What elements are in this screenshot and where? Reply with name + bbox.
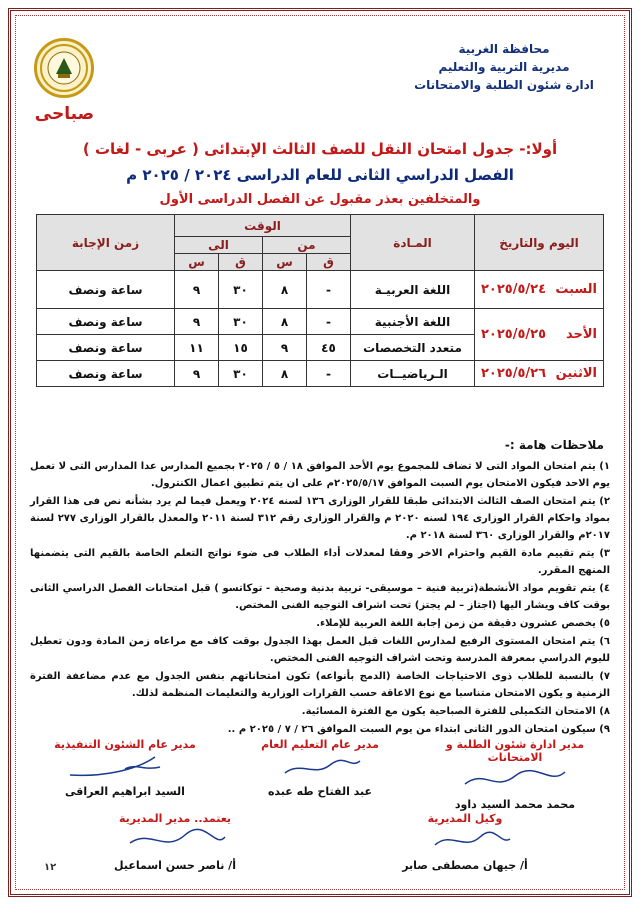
from-hour-cell: ٨ (263, 271, 307, 309)
col-to-hour: س (175, 254, 219, 271)
note-item: ١) يتم امتحان المواد التى لا تضاف للمجموع يوم الأحد الموافق ١٨ / ٥ / ٢٠٢٥ بجميع المدارس عدا المدارس التى لا تعمل يوم الاحد فيكون الامتحان يوم السبت الموافق ٢٠٢٥/٥/١٧م على ان يتم تطبيق اعمال الكنترول. (30, 461, 610, 489)
day-cell: الاثنين (552, 361, 604, 387)
subject-cell: الـرياضيــات (351, 361, 475, 387)
date-cell: ٢٠٢٥/٥/٢٥ (475, 309, 552, 361)
signature-block (370, 812, 560, 872)
from-minute-cell: - (307, 361, 351, 387)
note-item: ٥) يخصص عشرون دقيقة من زمن إجابة اللغة العربية للإملاء. (316, 618, 610, 629)
signature-role: وكيل المديرية (427, 812, 503, 825)
date-cell: ٢٠٢٥/٥/٢٦ (475, 361, 552, 387)
governorate-label: محافظة الغربية (458, 42, 550, 56)
signature-row-bottom (80, 812, 560, 872)
date-cell: ٢٠٢٥/٥/٢٤ (475, 271, 552, 309)
from-minute-cell: - (307, 309, 351, 335)
handwritten-signature (225, 751, 415, 781)
handwritten-signature (80, 825, 270, 855)
schedule-title: أولا:- جدول امتحان النقل للصف الثالث الإبتدائى ( عربى - لغات ) (82, 140, 558, 158)
to-hour-cell: ٩ (175, 361, 219, 387)
note-item: ٣) يتم تقييم مادة القيم واحترام الاخر وفقا لمعدلات أداء الطلاب فى ضوء نواتج التعلم الخاصة بالقيم التى يتضمنها المنهج المقرر. (30, 548, 610, 576)
table-row (37, 361, 604, 387)
handwritten-signature (370, 825, 560, 855)
signature-name: عبد الفتاح طه عبده (267, 785, 373, 798)
col-to-minute: ق (219, 254, 263, 271)
from-hour-cell: ٩ (263, 335, 307, 361)
directorate-label: مديرية التربية والتعليم (438, 60, 570, 74)
handwritten-signature (30, 751, 220, 781)
col-time: الوقت (175, 215, 351, 237)
col-from-hour: س (263, 254, 307, 271)
governorate-logo (34, 38, 94, 98)
notes-list (30, 458, 610, 739)
page-number: ١٢ (44, 862, 57, 873)
col-duration: زمن الإجابة (37, 215, 175, 271)
signature-block (420, 738, 610, 811)
department-label: ادارة شئون الطلبة والامتحانات (414, 78, 594, 92)
duration-cell: ساعة ونصف (37, 335, 175, 361)
note-item: ٢) يتم امتحان الصف الثالث الابتدائى طبقا للقرار الوزارى ١٣٦ لسنه ٢٠٢٤ ويعمل فيما لم يرد بشأنه نص فى هذا القرار بمواد واحكام القرار الوزارى ١٩٤ لسنه ٢٠٢٠ م والقرار الوزارى رقم ٣١٢ لسنة ٢٠١١ والمعدل بالقرار الوزارى ٢٧٧ لسنة ٢٠١٧م والقرار الوزارى ٣٦٠ لسنة ٢٠١٨ م. (30, 496, 611, 541)
signature-block (80, 812, 270, 872)
day-cell: السبت (552, 271, 604, 309)
table-row (37, 271, 604, 309)
day-cell: الأحد (552, 309, 604, 361)
signature-name: أ/ ناصر حسن اسماعيل (114, 859, 236, 872)
from-minute-cell: - (307, 271, 351, 309)
to-hour-cell: ١١ (175, 335, 219, 361)
subject-cell: اللغة الأجنبية (351, 309, 475, 335)
note-item: ٨) الامتحان التكميلى للفترة الصباحية يكون مع الفترة المسائية. (301, 706, 610, 717)
to-minute-cell: ٣٠ (219, 271, 263, 309)
to-minute-cell: ١٥ (219, 335, 263, 361)
col-day-date: اليوم والتاريخ (475, 215, 604, 271)
signature-name: محمد محمد السيد داود (454, 798, 576, 811)
notes-heading: ملاحظات هامة :- (504, 438, 604, 452)
from-minute-cell: ٤٥ (307, 335, 351, 361)
note-item: ٩) سيكون امتحان الدور الثانى ابتداء من يوم السبت الموافق ٢٦ / ٧ / ٢٠٢٥ م .. (227, 724, 610, 735)
to-minute-cell: ٣٠ (219, 309, 263, 335)
to-minute-cell: ٣٠ (219, 361, 263, 387)
letterhead (404, 40, 604, 94)
signature-role: يعتمد.. مدير المديرية (118, 812, 232, 825)
duration-cell: ساعة ونصف (37, 309, 175, 335)
col-from: من (263, 237, 351, 254)
col-to: الى (175, 237, 263, 254)
signature-role: مدير ادارة شئون الطلبة و الامتحانات (445, 738, 585, 764)
note-item: ٤) يتم تقويم مواد الأنشطة(تربية فنية – موسيقى- تربية بدنية وصحية - توكاتسو ) قبل امتحانات الفصل الدراسي الثانى بوقت كاف ويشار اليها (اجتاز – لم يجتز) تحت اشراف التوجيه الفنى المختص. (30, 583, 610, 611)
signature-block (30, 738, 220, 811)
exam-schedule-table (36, 214, 604, 387)
signature-block (225, 738, 415, 811)
to-hour-cell: ٩ (175, 309, 219, 335)
signature-role: مدير عام التعليم العام (261, 738, 379, 751)
note-item: ٧) بالنسبة للطلاب ذوى الاحتياجات الخاصة (الدمج بأنواعه) تكون امتحاناتهم بنفس الجدول مع عدم مضاعفة الفترة الزمنية و يكون الامتحان متناسبا مع نوع الاعاقة حسب القرارات الوزارية والتعليمات المنظمة لذلك. (30, 671, 610, 699)
term-subtitle: الفصل الدراسي الثانى للعام الدراسى ٢٠٢٤ / ٢٠٢٥ م (126, 166, 514, 184)
col-subject: المـادة (351, 215, 475, 271)
signature-name: أ/ جيهان مصطفى صابر (402, 859, 528, 872)
signature-name: السيد ابراهيم العراقى (65, 785, 185, 798)
handwritten-signature (420, 764, 610, 794)
from-hour-cell: ٨ (263, 361, 307, 387)
table-row (37, 309, 604, 335)
col-from-minute: ق (307, 254, 351, 271)
signature-role: مدير عام الشئون التنفيذية (54, 738, 196, 751)
subject-cell: متعدد التخصصات (351, 335, 475, 361)
note-item: ٦) يتم امتحان المستوى الرفيع لمدارس اللغات قبل العمل بهذا الجدول بوقت كاف مع مراعاه زمن المادة ودون تعطيل لليوم الدراسي بمعرفة المدرسة وتحت اشراف التوجيه الفنى المختص. (30, 636, 610, 664)
from-hour-cell: ٨ (263, 309, 307, 335)
emblem-icon (38, 42, 90, 94)
duration-cell: ساعة ونصف (37, 271, 175, 309)
duration-cell: ساعة ونصف (37, 361, 175, 387)
to-hour-cell: ٩ (175, 271, 219, 309)
subject-cell: اللغة العربيـة (351, 271, 475, 309)
signature-row-top (30, 738, 610, 811)
shift-label: صباحى (34, 104, 94, 124)
makeup-subtitle: والمتخلفين بعذر مقبول عن الفصل الدراسى الأول (159, 192, 481, 207)
